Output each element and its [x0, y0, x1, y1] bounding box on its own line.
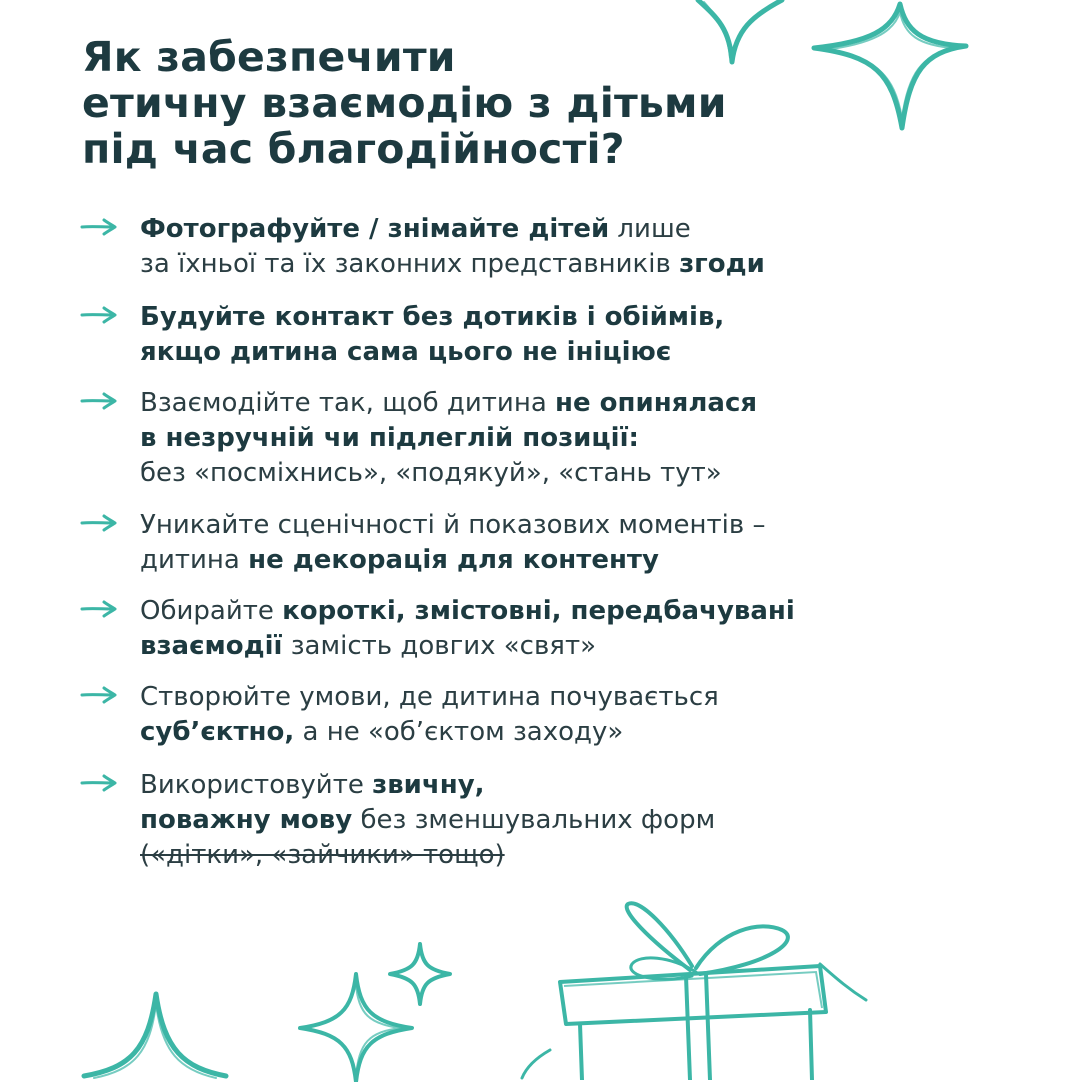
list-item-text: [140, 212, 765, 282]
item-bold-text: суб’єктно,: [140, 717, 295, 747]
item-bold-text: не декорація для контенту: [248, 545, 659, 575]
item-bold-text: в незручній чи підлеглій позиції:: [140, 423, 639, 453]
item-text: без «посміхнись», «подякуй», «стань тут»: [140, 458, 722, 488]
sparkle-icon: [296, 970, 416, 1082]
item-bold-text: згоди: [679, 249, 765, 279]
sparkle-icon: [808, 0, 972, 140]
item-bold-text: Фотографуйте / знімайте дітей: [140, 214, 610, 244]
arrow-icon: [80, 392, 118, 410]
item-text: Обирайте: [140, 596, 283, 626]
page-title: [82, 34, 727, 172]
item-strikethrough-text: («дітки», «зайчики» тощо): [140, 840, 505, 870]
item-bold-text: не опинялася: [555, 388, 758, 418]
arrow-icon: [80, 514, 118, 532]
list-item-text: [140, 508, 766, 578]
arrow-icon: [80, 218, 118, 236]
item-bold-text: поважну мову: [140, 805, 353, 835]
item-text: замість довгих «свят»: [282, 631, 596, 661]
title-line-2: етичну взаємодію з дітьми: [82, 79, 727, 127]
list-item-text: [140, 594, 795, 664]
item-text: а не «об’єктом заходу»: [294, 717, 624, 747]
list-item-text: [140, 386, 757, 491]
item-bold-text: якщо дитина сама цього не ініціює: [140, 337, 672, 367]
item-bold-text: Будуйте контакт без дотиків і обіймів,: [140, 302, 725, 332]
item-text: без зменшувальних форм: [352, 805, 716, 835]
item-text: Створюйте умови, де дитина почувається: [140, 682, 719, 712]
list-item-text: [140, 768, 715, 873]
arrow-icon: [80, 306, 118, 324]
arrow-icon: [80, 774, 118, 792]
item-text: Використовуйте: [140, 770, 373, 800]
list-item-text: [140, 300, 724, 370]
item-text: Взаємодійте так, щоб дитина: [140, 388, 556, 418]
item-bold-text: взаємодії: [140, 631, 283, 661]
arrow-icon: [80, 686, 118, 704]
sparkle-icon: [80, 990, 230, 1080]
title-line-3: під час благодійності?: [82, 125, 625, 173]
title-line-1: Як забезпечити: [82, 33, 456, 81]
item-text: Уникайте сценічності й показових моментів –: [140, 510, 766, 540]
gift-icon: [520, 900, 880, 1080]
item-text: за їхньої та їх законних представників: [140, 249, 680, 279]
arrow-icon: [80, 600, 118, 618]
item-text: лише: [609, 214, 691, 244]
item-text: дитина: [140, 545, 249, 575]
item-bold-text: короткі, змістовні, передбачувані: [282, 596, 795, 626]
list-item-text: [140, 680, 719, 750]
item-bold-text: звичну,: [372, 770, 485, 800]
